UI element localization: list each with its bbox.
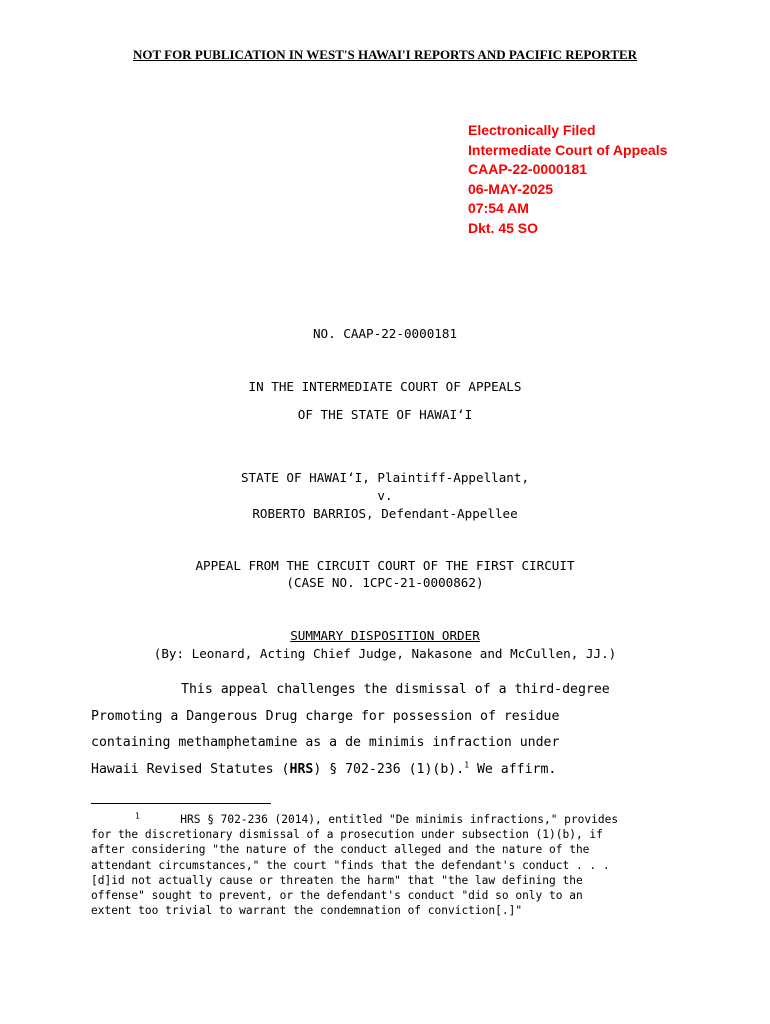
- footnote-number: 1: [135, 811, 140, 821]
- appeal-origin-line2: (CASE NO. 1CPC-21-0000862): [286, 575, 484, 590]
- filing-stamp-case-number: CAAP-22-0000181: [468, 161, 588, 177]
- panel-judges: (By: Leonard, Acting Chief Judge, Nakasone and McCullen, JJ.): [153, 646, 617, 661]
- body-line: containing methamphetamine as a de minimis infraction under: [91, 735, 560, 750]
- footnote-line: [d]id not actually cause or threaten the harm" that "the law defining the: [91, 873, 583, 887]
- hrs-abbrev: HRS: [289, 761, 314, 777]
- filing-stamp-docket: Dkt. 45 SO: [468, 219, 539, 236]
- footnote-line: after considering "the nature of the conduct alleged and the nature of the: [91, 843, 590, 857]
- footnote-line: extent too trivial to warrant the condemnation of conviction[.]": [91, 904, 523, 918]
- filing-stamp-time: 07:54 AM: [468, 200, 529, 216]
- filing-stamp-court: Intermediate Court of Appeals: [468, 141, 668, 158]
- footnote-line: for the discretionary dismissal of a prosecution under subsection (1)(b), if: [91, 828, 603, 842]
- publication-notice: NOT FOR PUBLICATION IN WEST'S HAWAI'I REPORTS AND PACIFIC REPORTER: [132, 47, 638, 62]
- body-text: We affirm.: [469, 761, 557, 777]
- footnote-separator: [91, 803, 271, 804]
- footnote: [91, 812, 681, 918]
- body-line-final: [91, 757, 691, 784]
- order-body: [91, 677, 691, 783]
- body-line: This appeal challenges the dismissal of a third-degree: [181, 682, 610, 697]
- order-title: [0, 628, 770, 643]
- footnote-reference[interactable]: 1: [464, 760, 470, 770]
- body-text: Hawaii Revised Statutes (: [91, 761, 290, 777]
- filing-stamp-date: 06-MAY-2025: [468, 180, 554, 197]
- footnote-text: HRS § 702-236 (2014), entitled "De minimis infractions," provides: [180, 813, 619, 826]
- footnote-line: offense" sought to prevent, or the defendant's conduct "did so only to an: [91, 889, 583, 903]
- footnote-line: attendant circumstances," the court "finds that the defendant's conduct . . .: [91, 858, 610, 872]
- order-title-text: SUMMARY DISPOSITION ORDER: [290, 628, 480, 643]
- case-number: NO. CAAP-22-0000181: [312, 326, 458, 341]
- body-line: Promoting a Dangerous Drug charge for possession of residue: [91, 708, 560, 724]
- party-defendant: ROBERTO BARRIOS, Defendant-Appellee: [252, 506, 518, 521]
- court-name-line1: IN THE INTERMEDIATE COURT OF APPEALS: [248, 379, 522, 394]
- electronic-filing-stamp: [468, 121, 667, 238]
- filing-stamp-line: Electronically Filed: [468, 122, 596, 138]
- footnote-line: [91, 812, 681, 827]
- appeal-origin-line1: APPEAL FROM THE CIRCUIT COURT OF THE FIRST CIRCUIT: [195, 558, 575, 573]
- versus: v.: [377, 488, 393, 503]
- party-plaintiff: STATE OF HAWAIʻI, Plaintiff-Appellant,: [240, 470, 530, 485]
- court-name-line2: OF THE STATE OF HAWAIʻI: [297, 407, 473, 422]
- body-text: ) § 702-236 (1)(b).: [313, 761, 465, 777]
